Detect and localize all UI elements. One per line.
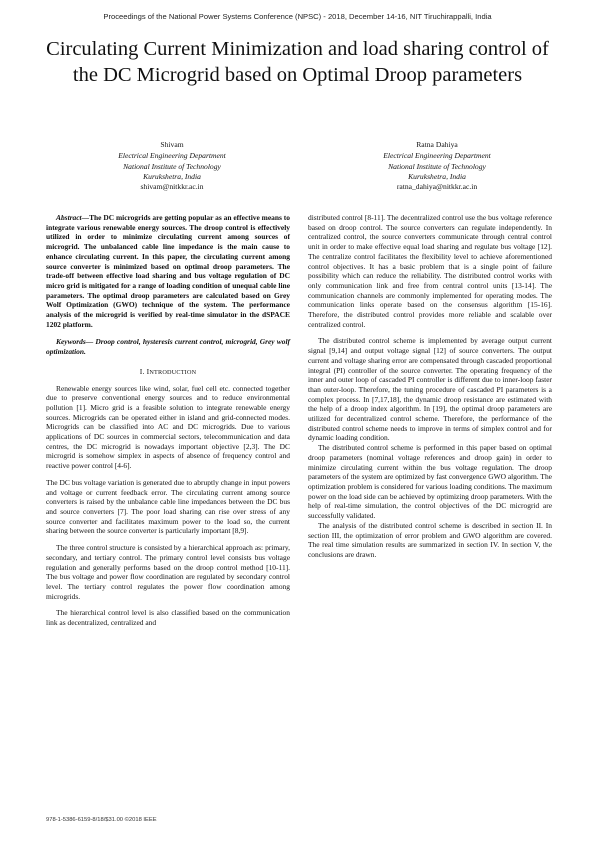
- author-institute: National Institute of Technology: [388, 161, 486, 171]
- section-number: I.: [139, 366, 145, 376]
- paragraph: The distributed control scheme is performed in this paper based on optimal droop parameters (nominal voltage references and droop gain) in order to minimize circulating current within the bus voltage regulation. The droop parameters of the system are optimized by fast convergence GWO algorithm. The optimization problem is considered for various loading conditions. The maximum power on the load side can be achieved by optimizing droop parameters. With the help of real-time simulation, the control objectives of the DC microgrid are successfully validated.: [308, 443, 552, 521]
- abstract-label: Abstract—: [56, 213, 90, 222]
- author-block-2: [307, 140, 567, 192]
- keywords: [46, 337, 290, 356]
- section-heading-introduction: [46, 367, 290, 378]
- abstract: [46, 213, 290, 329]
- author-email: shivam@nitkkr.ac.in: [140, 182, 204, 192]
- section-rest: NTRODUCTION: [149, 368, 197, 376]
- author-location: Kurukshetra, India: [143, 171, 201, 181]
- author-location: Kurukshetra, India: [408, 171, 466, 181]
- author-department: Electrical Engineering Department: [118, 151, 226, 161]
- author-block-1: [42, 140, 302, 192]
- section-first-letter: I: [146, 366, 150, 376]
- paragraph: distributed control [8-11]. The decentralized control use the bus voltage reference based on droop control. The source converters can regulate independently. In centralized control, the source converters communicate through central control unit in order to make effective equal load sharing and regulate bus voltage [12]. The centralize control facilitates the flexibility level to achieve aforementioned control objectives. It has a basic problem that is a single point of failure possibility which can reduce the reliability. The distributed control works with only communication link and free from central control units [13-14]. The communication channels are commonly implemented for operating modes. The communication links operate based on the consensus algorithm [15-16]. Therefore, the distributed control provides more reliable and scalable over centralized control.: [308, 213, 552, 329]
- paragraph: The DC bus voltage variation is generated due to abruptly change in input powers and voltage or current feedback error. The circulating current among source converters is raised by the unbalance cable line impedances between the DC bus and source converters [7]. The poor load sharing can rise over stress of any source converter and facilitates maximum power to the load so, the current sharing between the source converter is particularly important [8,9].: [46, 477, 290, 536]
- author-institute: National Institute of Technology: [123, 161, 221, 171]
- paragraph: The hierarchical control level is also classified based on the communication link as decentralized, centralized and: [46, 608, 290, 628]
- author-name: Shivam: [160, 140, 184, 149]
- paragraph: The distributed control scheme is implemented by average output current signal [9,14] and output voltage signal [12] of source converters. The output current and voltage sharing error are compensated through cascaded proportional integral (PI) controller of the source converter. The operating frequency of the inner and outer loop of cascaded PI controller is different due to inner-loop faster than outer-loop. Therefore, the tuning procedure of cascaded PI parameters is a complex process. In [7,17,18], the dynamic droop resistance are estimated with the help of a droop index algorithm. In [19], the optimal droop parameters are utilized for decentralized control scheme. Therefore, the performance of the distributed control scheme needs to improve in terms of simplex control and for dynamic loading condition.: [308, 336, 552, 443]
- paragraph: The analysis of the distributed control scheme is described in section II. In section III, the optimization of error problem and GWO algorithm are covered. The real time simulation results are summarized in section IV. In section V, the conclusions are drawn.: [308, 520, 552, 559]
- paragraph: The three control structure is consisted by a hierarchical approach as: primary, secondary, and tertiary control. The primary control level consists bus voltage regulation and generally performs based on the droop control method [10-11]. The bus voltage and power flow coordination are regulated by secondary control level. The tertiary control regulates the power flow coordination among microgrids.: [46, 543, 290, 601]
- author-name: Ratna Dahiya: [416, 140, 458, 149]
- keywords-label: Keywords—: [56, 337, 94, 347]
- left-column: [46, 213, 290, 628]
- right-column: [308, 213, 552, 560]
- copyright-footer: 978-1-5386-6159-8/18/$31.00 ©2018 IEEE: [46, 817, 157, 823]
- abstract-text: The DC microgrids are getting popular as an effective means to integrate various renewable energy sources. The droop control is effectively utilized in order to minimize circulating current among sources of microgrid. The unbalanced cable line impedance is the main cause to enhance circulating current. In this paper, the circulating current among source converter is minimized based on optimal droop parameters. The trade-off between effective load sharing and bus voltage regulation of DC micro grid is mitigated for a range of loading condition of unequal cable line parameters. The optimal droop parameters are calculated based on Grey Wolf Optimization (GWO) technique of the system. The performance analysis of the microgrid is verified by real-time simulator in the dSPACE 1202 platform.: [46, 213, 290, 329]
- author-department: Electrical Engineering Department: [383, 151, 491, 161]
- conference-header: Proceedings of the National Power Systems Conference (NPSC) - 2018, December 14-16, NIT Tiruchirappalli, India: [103, 12, 492, 21]
- paragraph: Renewable energy sources like wind, solar, fuel cell etc. connected together due to preserve conventional energy sources and to reduce environmental pollution [1]. Micro grid is a feasible solution to integrate renewable energy sources. Microgrids can be operated either in island and grid-connected modes. Microgrids can be classified into AC and DC microgrids. Due to various applications of DC sources in commercial sectors, telecommunication and data centres, the DC microgrid is nowadays important objective [2,3]. The DC microgrid is somehow simplex in aspects of absence of frequency control and reactive power control [4-6].: [46, 383, 290, 471]
- author-email: ratna_dahiya@nitkkr.ac.in: [396, 182, 478, 192]
- paper-title: Circulating Current Minimization and load sharing control of the DC Microgrid based on Optimal Droop parameters: [46, 38, 549, 86]
- keywords-text: Droop control, hysteresis current control, microgrid, Grey wolf optimization.: [46, 337, 290, 357]
